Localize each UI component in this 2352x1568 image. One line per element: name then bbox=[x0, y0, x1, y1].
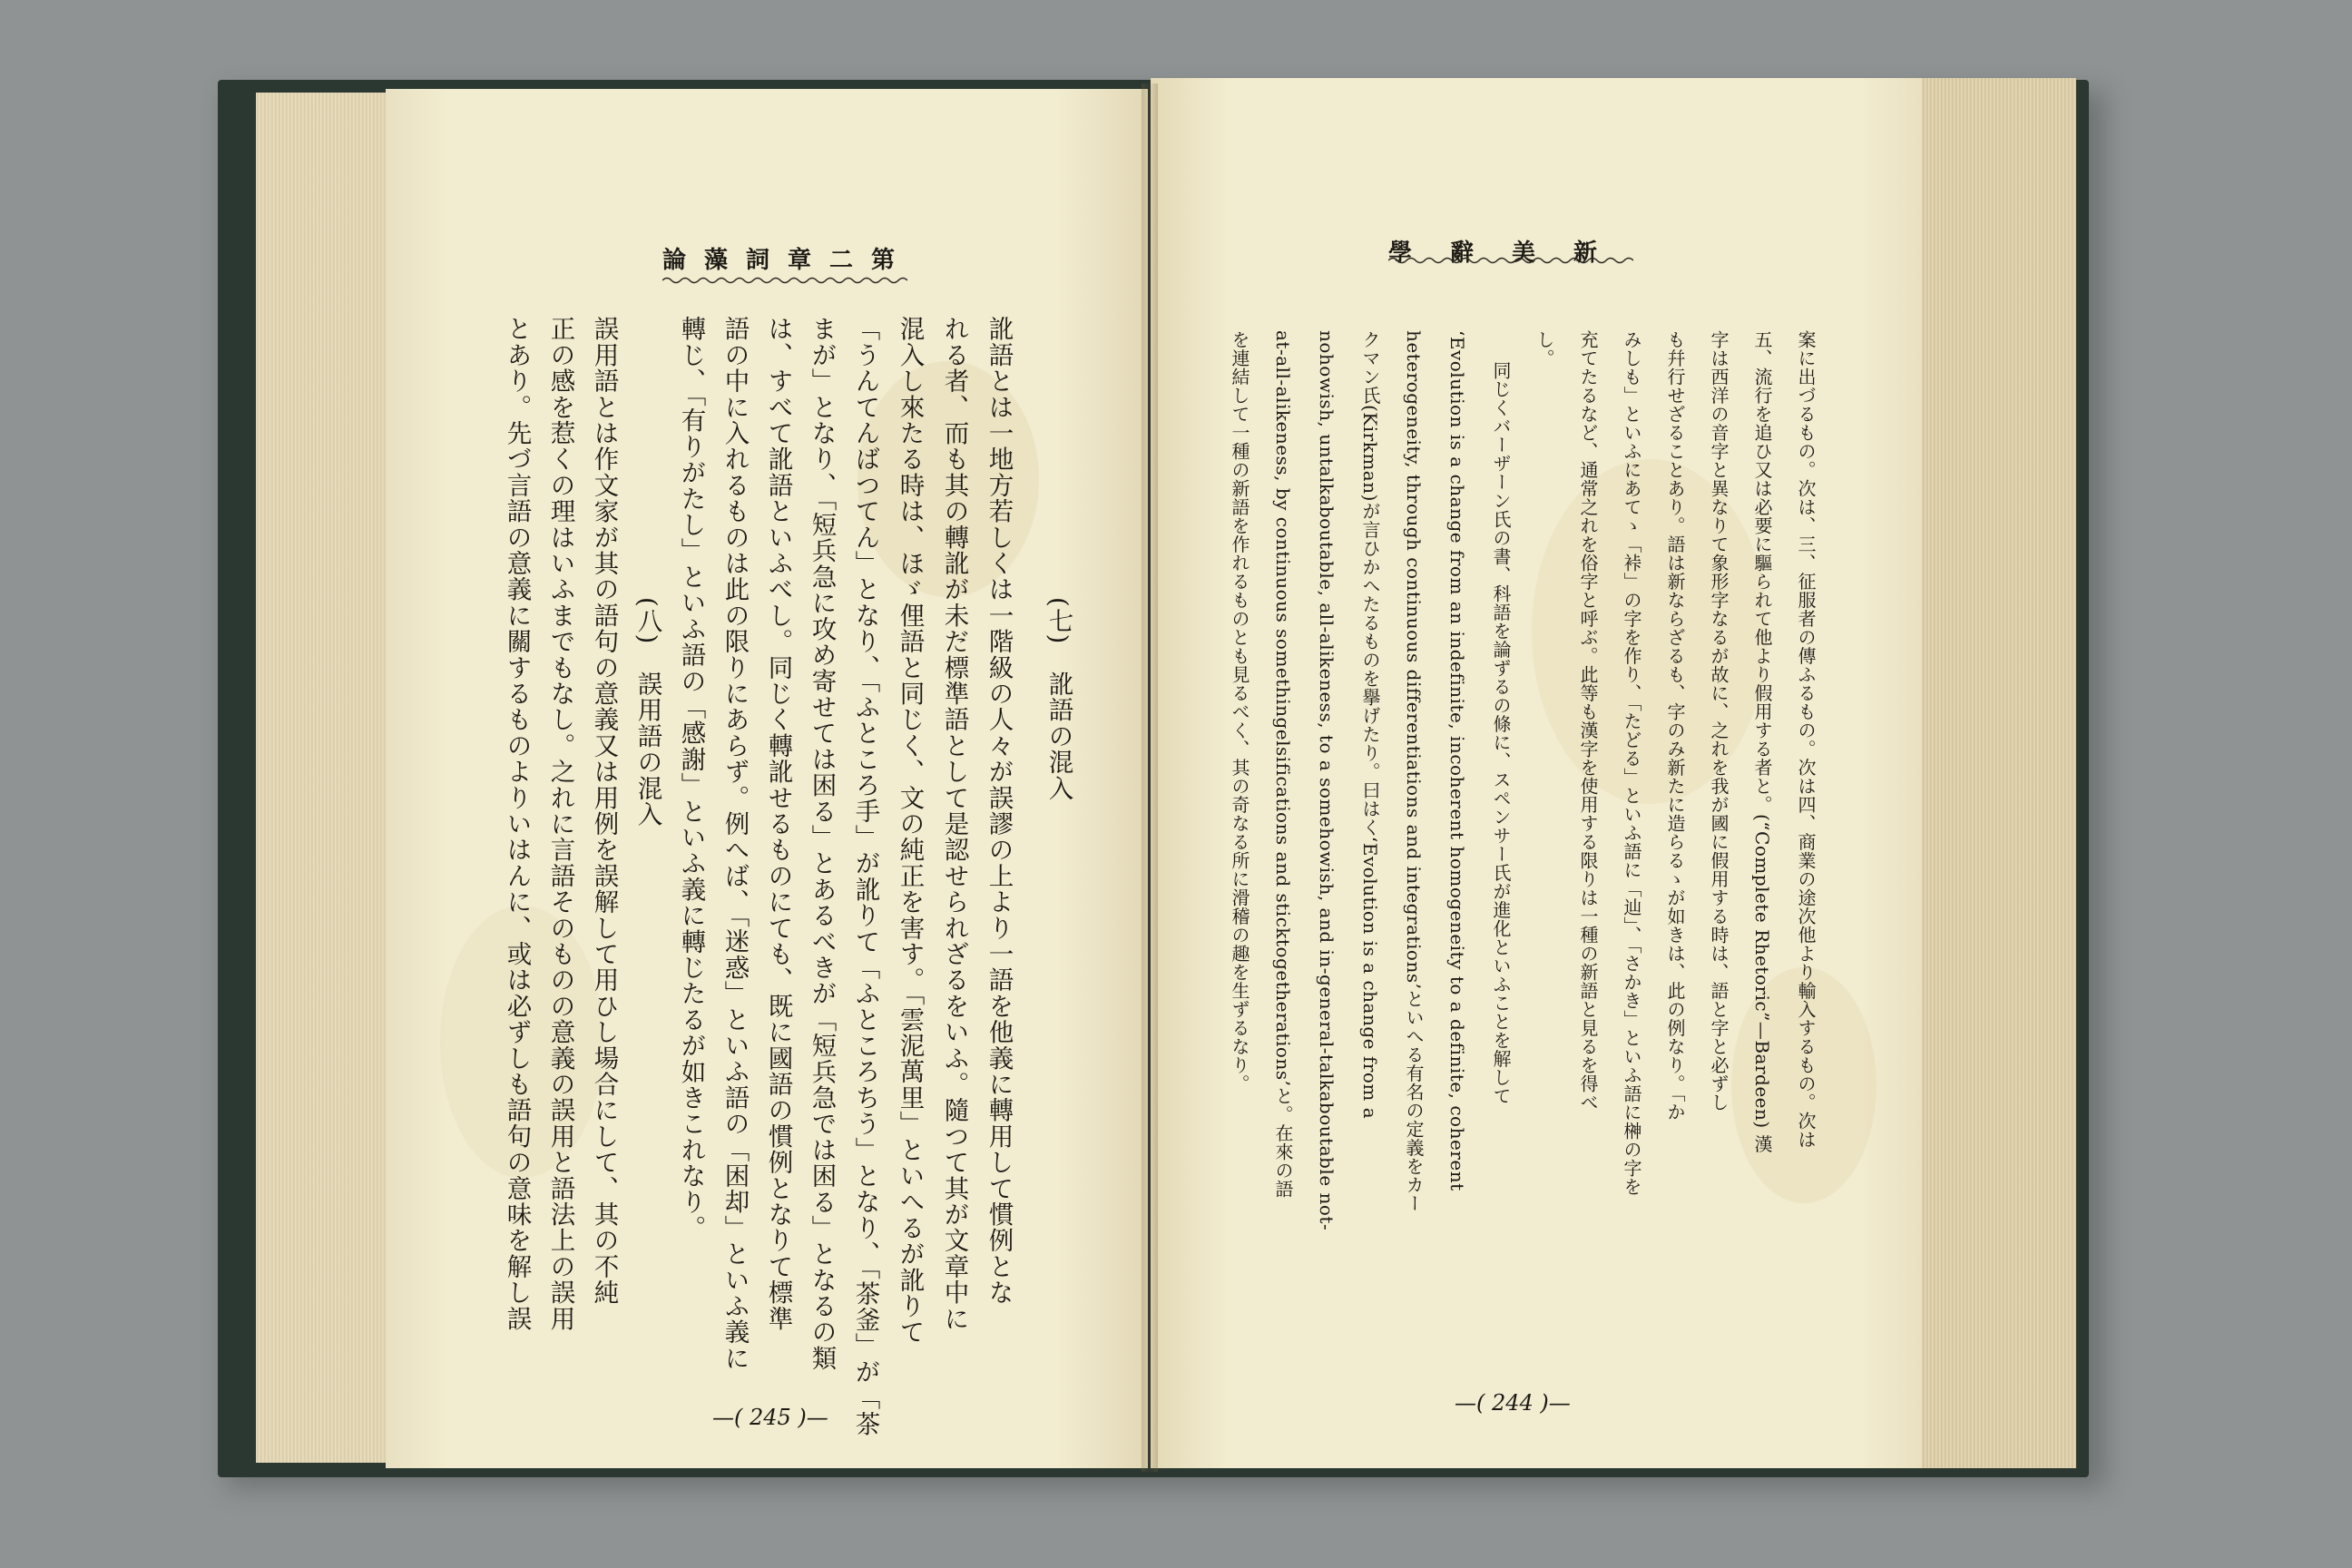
left-col-8: 語の中に入れるものは此の限りにあらず。例へば、「迷惑」といふ語の「困却」といふ義に bbox=[720, 316, 750, 1371]
left-col-6: まが」となり、「短兵急に攻め寄せては困る」とあるべきが「短兵急では困る」となるの類 bbox=[807, 316, 837, 1371]
page-edges-left bbox=[256, 93, 394, 1463]
right-col-11: クマン氏(Kirkman)が言ひかへたるものを擧げたり。曰はく‘Evolution is a change from a bbox=[1359, 330, 1381, 1120]
left-col-7: は、すべて訛語といふべし。同じく轉訛せるものにても、既に國語の慣例となりて標準 bbox=[763, 316, 793, 1332]
running-header-left: 論藻詞章二第 bbox=[662, 247, 914, 274]
left-col-11: 誤用語とは作文家が其の語句の意義又は用例を誤解して用ひし場合にして、其の不純 bbox=[589, 316, 619, 1306]
page-number-left: —( 245 )— bbox=[712, 1405, 828, 1430]
left-col-5: 「うんてんばつてん」となり、「ふところ手」が訛りて「ふところちう」となり、「茶釜」が「茶 bbox=[850, 316, 880, 1437]
page-number-right: —( 244 )— bbox=[1455, 1390, 1571, 1416]
left-col-4: 混入し來たる時は、ほゞ俚語と同じく、文の純正を害す。「雲泥萬里」といへるが訛りて bbox=[895, 316, 925, 1346]
left-page bbox=[386, 89, 1148, 1468]
right-col-13: at-all-alikeness, by continuous somethingelsifications and sticktogetherations’と。在來の語 bbox=[1272, 330, 1294, 1199]
right-col-10: heterogeneity, through continuous differentiations and integrations’といへる有名の定義をカー bbox=[1403, 330, 1425, 1213]
right-col-12: nohowish, untalkaboutable, all-alikeness, to a somehowish, and in-general-talkaboutable not- bbox=[1316, 330, 1338, 1231]
right-col-2: 五、流行を追ひ又は必要に驅られて他より假用する者と。(“Complete Rhetoric”—Bardeen) 漢 bbox=[1751, 330, 1773, 1154]
header-wavy-rule-right bbox=[1388, 256, 1633, 265]
right-col-4: も幷行せざることあり。語は新ならざるも、字のみ新たに造らるゝが如きは、此の例なり。「か bbox=[1664, 330, 1686, 1122]
left-col-3: れる者、而も其の轉訛が未だ標準語として是認せられざるをいふ。隨つて其が文章中に bbox=[939, 316, 969, 1332]
header-wavy-rule-left bbox=[662, 276, 907, 285]
left-col-2: 訛語とは一地方若しくは一階級の人々が誤謬の上より一語を他義に轉用して慣例とな bbox=[984, 316, 1014, 1306]
right-col-9: ‘Evolution is a change from an indefinite, incoherent homogeneity to a definite, coherent bbox=[1446, 330, 1468, 1191]
book-gutter bbox=[1142, 83, 1158, 1472]
right-col-3: 字は西洋の音字と異なりて象形字なるが故に、之れを我が國に假用する時は、語と字と必ずし bbox=[1708, 330, 1730, 1112]
page-edges-right bbox=[1915, 78, 2076, 1468]
left-col-10: (八) 誤用語の混入 bbox=[632, 597, 662, 828]
right-col-7: し。 bbox=[1534, 330, 1555, 368]
right-col-6: 充てたるなど、通常之れを俗字と呼ぶ。此等も漢字を使用する限りは一種の新語と見るを得べ bbox=[1577, 330, 1599, 1112]
right-col-1: 案に出づるもの。次は、三、征服者の傳ふるもの。次は四、商業の途次他より輸入するもの。次は bbox=[1795, 330, 1817, 1149]
right-col-8: 同じくバーザーン氏の書、科語を論ずるの條に、スペンサー氏が進化といふことを解して bbox=[1490, 361, 1512, 1105]
running-header-right: 學辭美新 bbox=[1388, 240, 1636, 267]
right-col-14: を連結して一種の新語を作れるものとも見るべく、其の奇なる所に滑稽の趣を生ずるなり。 bbox=[1229, 330, 1250, 1093]
left-col-13: とあり。先づ言語の意義に關するものよりいはんに、或は必ずしも語句の意味を解し誤 bbox=[502, 316, 532, 1332]
right-page bbox=[1151, 78, 1922, 1468]
left-col-1: (七) 訛語の混入 bbox=[1044, 597, 1073, 801]
left-col-12: 正の感を惹くの理はいふまでもなし。之れに言語そのものの意義の誤用と語法上の誤用 bbox=[545, 316, 575, 1332]
right-col-5: みしも」といふにあてゝ「裃」の字を作り、「たどる」といふ語に「辿」、「さかき」といふ語に榊の字を bbox=[1621, 330, 1642, 1196]
left-col-9: 轉じ、「有りがたし」といふ語の「感謝」といふ義に轉じたるが如きこれなり。 bbox=[676, 316, 706, 1241]
